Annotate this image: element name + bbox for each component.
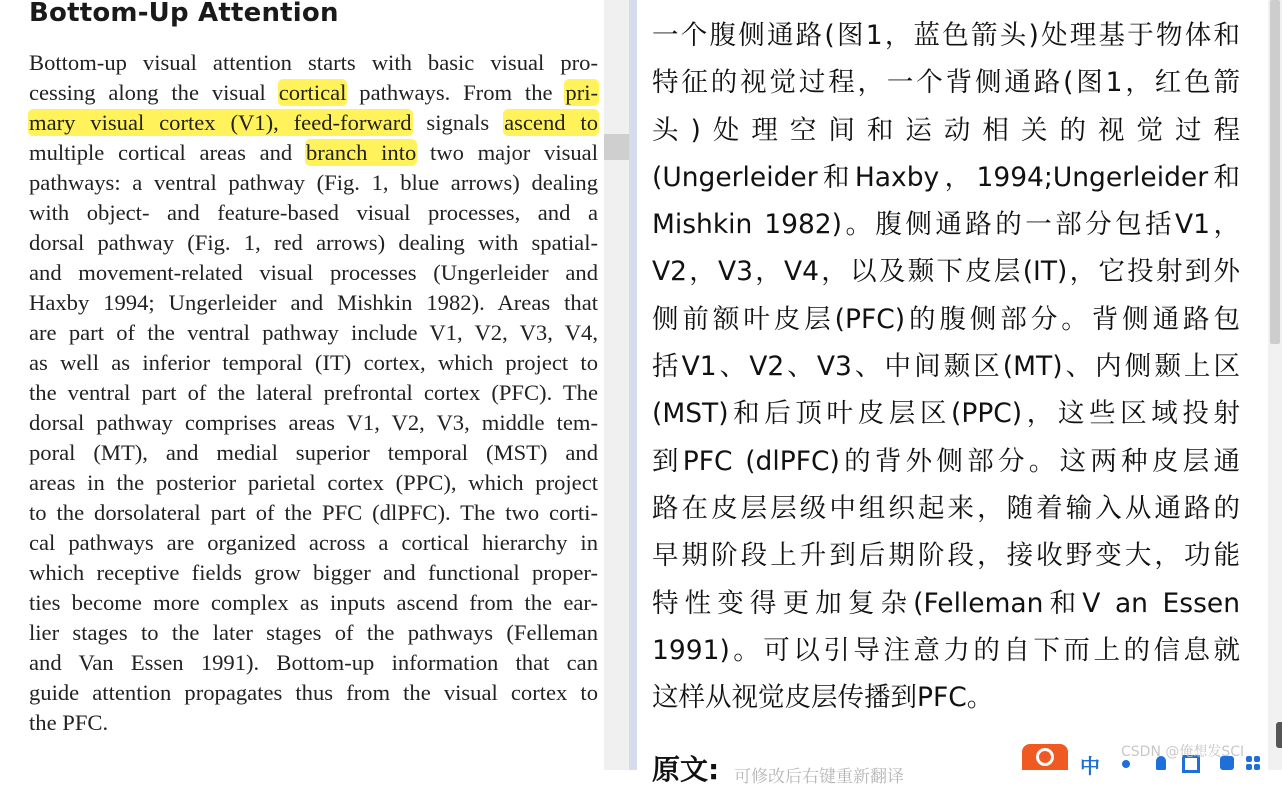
text-line <box>29 228 598 258</box>
translation-line: 路在皮层层级中组织起来，随着输入从通路的 <box>652 492 1240 524</box>
text-line <box>29 618 598 648</box>
pane-divider[interactable] <box>629 0 637 770</box>
text-segment: as well as inferior temporal (IT) cortex, which project to <box>29 350 598 375</box>
text-line <box>29 198 598 228</box>
highlighted-phrase: pri- <box>565 80 599 105</box>
translation-line: V2，V3，V4，以及颞下皮层(IT)，它投射到外 <box>652 256 1240 288</box>
text-line <box>29 378 598 408</box>
translation-line: 1991)。可以引导注意力的自下而上的信息就 <box>652 634 1240 666</box>
text-segment: and Van Essen 1991). Bottom-up information that can <box>29 650 598 675</box>
text-segment: which receptive fields grow bigger and functional proper- <box>29 560 598 585</box>
translation-line: 特征的视觉过程，一个背侧通路(图1，红色箭 <box>652 67 1240 99</box>
highlighted-phrase: cortical <box>278 80 347 105</box>
watermark: CSDN @俺想发SCI <box>1121 744 1245 760</box>
retranslate-hint: 可修改后右键重新翻译 <box>734 767 904 787</box>
text-segment: cal pathways are organized across a cortical hierarchy in <box>29 530 598 555</box>
text-segment: poral (MT), and medial superior temporal (MST) and <box>29 440 598 465</box>
text-line <box>29 588 598 618</box>
ime-mode-toggle[interactable]: 中 <box>1080 754 1100 778</box>
text-segment: pathways. From the <box>346 80 566 105</box>
text-segment: guide attention propagates thus from the visual cortex to <box>29 680 598 705</box>
ime-logo-icon[interactable] <box>1022 744 1068 770</box>
text-line <box>29 108 598 138</box>
translation-paragraph <box>652 12 1240 721</box>
text-segment: signals <box>411 110 505 135</box>
text-segment: Haxby 1994; Ungerleider and Mishkin 1982). Areas that <box>29 290 598 315</box>
translation-line: 头)处理空间和运动相关的视觉过程 <box>652 114 1240 146</box>
english-text-pane <box>0 0 604 770</box>
text-segment: multiple cortical areas and <box>29 140 306 165</box>
translation-line: 一个腹侧通路(图1，蓝色箭头)处理基于物体和 <box>652 20 1240 51</box>
text-segment: the ventral part of the lateral prefrontal cortex (PFC). The <box>29 380 598 405</box>
text-line <box>29 78 598 108</box>
translation-line: 侧前额叶皮层(PFC)的腹侧部分。背侧通路包 <box>652 303 1240 335</box>
right-pane-scroll-thumb[interactable] <box>1270 0 1280 344</box>
text-line <box>29 408 598 438</box>
text-line <box>29 318 598 348</box>
translation-line: 早期阶段上升到后期阶段，接收野变大，功能 <box>652 540 1240 572</box>
text-line <box>29 708 598 738</box>
text-line <box>29 468 598 498</box>
left-pane-scrollbar[interactable] <box>604 0 629 770</box>
highlighted-phrase: branch into <box>305 140 417 165</box>
text-segment: and movement-related visual processes (Ungerleider and <box>29 260 598 285</box>
translation-pane <box>637 0 1268 787</box>
text-line <box>29 528 598 558</box>
translation-line: 到PFC (dlPFC)的背外侧部分。这两种皮层通 <box>652 445 1240 477</box>
text-line <box>29 348 598 378</box>
text-segment: dorsal pathway comprises areas V1, V2, V3, middle tem- <box>29 410 598 435</box>
text-segment: with object- and feature-based visual processes, and a <box>29 200 598 225</box>
apps-icon[interactable] <box>1246 756 1260 770</box>
translation-line: (MST)和后顶叶皮层区(PPC)，这些区域投射 <box>652 398 1240 430</box>
text-segment: two major visual <box>416 140 598 165</box>
translation-line: 这样从视觉皮层传播到PFC。 <box>652 682 994 714</box>
translation-line: Mishkin 1982)。腹侧通路的一部分包括V1， <box>652 209 1240 241</box>
text-segment: pathways: a ventral pathway (Fig. 1, blue arrows) dealing <box>29 170 598 195</box>
text-segment: are part of the ventral pathway include V1, V2, V3, V4, <box>29 320 598 345</box>
text-line <box>29 438 598 468</box>
text-line <box>29 48 598 78</box>
punctuation-icon[interactable] <box>1122 760 1130 768</box>
text-line <box>29 168 598 198</box>
text-segment: areas in the posterior parietal cortex (PPC), which project <box>29 470 598 495</box>
text-segment: the PFC. <box>29 710 109 735</box>
text-segment: lier stages to the later stages of the pathways (Felleman <box>29 620 598 645</box>
text-line <box>29 138 598 168</box>
highlighted-phrase: ascend to <box>504 110 598 135</box>
text-segment: to the dorsolateral part of the PFC (dlPFC). The two corti- <box>29 500 598 525</box>
text-segment: cessing along the visual <box>29 80 279 105</box>
text-segment: ties become more complex as inputs ascend from the ear- <box>29 590 598 615</box>
text-segment: Bottom-up visual attention starts with basic visual pro- <box>29 50 598 75</box>
translation-line: 括V1、V2、V3、中间颞区(MT)、内侧颞上区 <box>652 351 1240 383</box>
text-line <box>29 648 598 678</box>
text-line <box>29 678 598 708</box>
text-line <box>29 258 598 288</box>
text-line <box>29 498 598 528</box>
english-paragraph <box>29 48 598 738</box>
corner-tab[interactable] <box>1276 722 1282 748</box>
text-line <box>29 288 598 318</box>
translation-line: 特性变得更加复杂(Felleman和V an Essen <box>652 587 1240 619</box>
left-pane-scroll-thumb[interactable] <box>604 134 629 160</box>
source-label: 原文: <box>652 753 720 786</box>
text-line <box>29 558 598 588</box>
text-segment: dorsal pathway (Fig. 1, red arrows) dealing with spatial- <box>29 230 598 255</box>
translation-line: (Ungerleider和Haxby，1994;Ungerleider和 <box>652 161 1240 193</box>
section-heading: Bottom-Up Attention <box>29 0 339 28</box>
highlighted-phrase: mary visual cortex (V1), feed-forward <box>29 110 412 135</box>
